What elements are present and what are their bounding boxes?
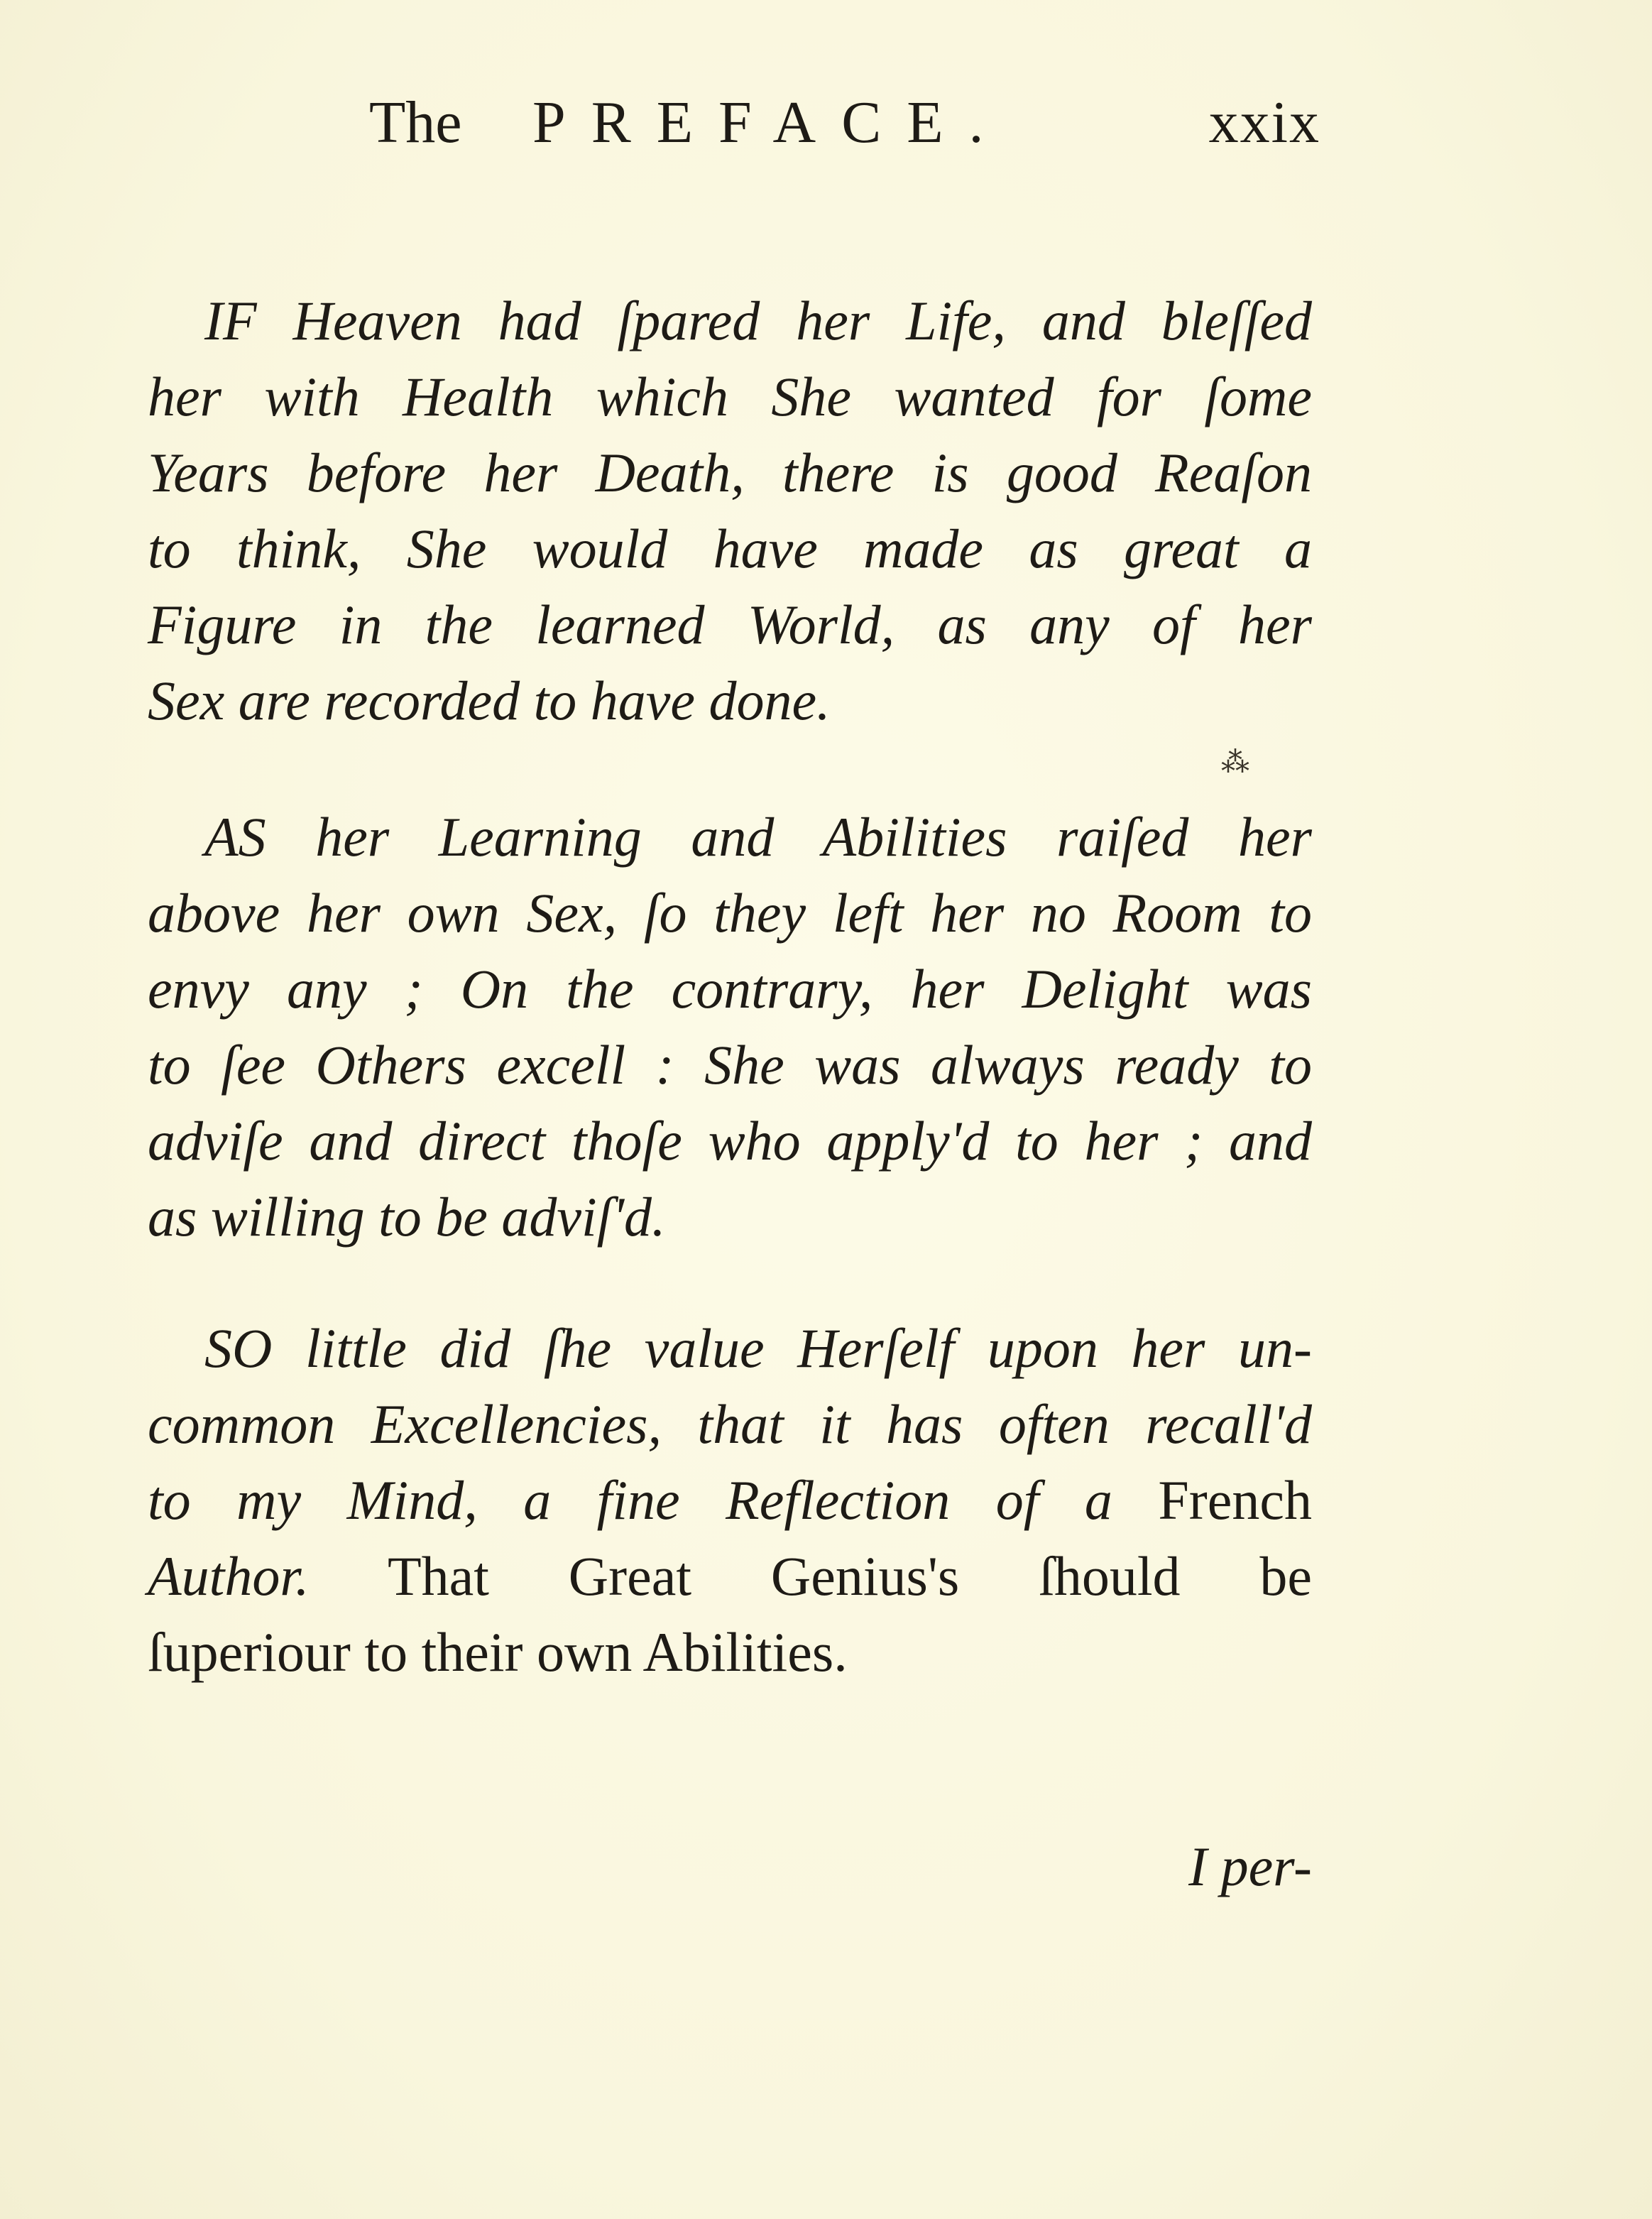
- paragraph-3: [148, 1310, 1312, 1690]
- text-line: common Excellencies, that it has often recall'd: [148, 1393, 1312, 1455]
- text-line: as willing to be adviſ'd.: [148, 1186, 666, 1248]
- paragraph-1: [148, 283, 1312, 738]
- text-line: ſuperiour to their own Abilities.: [148, 1621, 848, 1683]
- text-line: above her own Sex, ſo they left her no Room to: [148, 882, 1312, 944]
- page-number: xxix: [1208, 89, 1320, 156]
- text-fragment: That Great Genius's ſhould be: [309, 1545, 1312, 1607]
- text-line: SO little did ſhe value Herſelf upon her un-: [204, 1317, 1312, 1379]
- text-fragment: to my Mind, a fine Reflection of a: [148, 1469, 1112, 1531]
- catchword: I per-: [1188, 1836, 1312, 1897]
- text-line: to ſee Others excell : She was always ready to: [148, 1034, 1312, 1096]
- text-line: IF Heaven had ſpared her Life, and bleſſed: [204, 290, 1312, 351]
- text-fragment: Author.: [148, 1545, 310, 1607]
- header-title-word: The: [369, 89, 462, 156]
- text-line: adviſe and direct thoſe who apply'd to her ; and: [148, 1110, 1312, 1172]
- paragraph-2: [148, 799, 1312, 1255]
- text-line: Years before her Death, there is good Reaſon: [148, 442, 1312, 503]
- text-line: envy any ; On the contrary, her Delight was: [148, 958, 1312, 1020]
- text-line: to think, She would have made as great a: [148, 518, 1312, 579]
- text-line: [148, 1462, 1312, 1538]
- text-line: her with Health which She wanted for ſome: [148, 366, 1312, 427]
- running-header: [355, 84, 1320, 162]
- text-line: AS her Learning and Abilities raiſed her: [204, 806, 1312, 868]
- text-line: Sex are recorded to have done.: [148, 670, 831, 731]
- text-line: [148, 1538, 1312, 1614]
- catchword-block: [148, 1828, 1312, 1904]
- text-line: Figure in the learned World, as any of her: [148, 594, 1312, 655]
- header-running-title: PREFACE.: [532, 89, 1010, 156]
- printers-ornament: ⁂: [1221, 746, 1249, 778]
- roman-word-french: French: [1158, 1469, 1313, 1531]
